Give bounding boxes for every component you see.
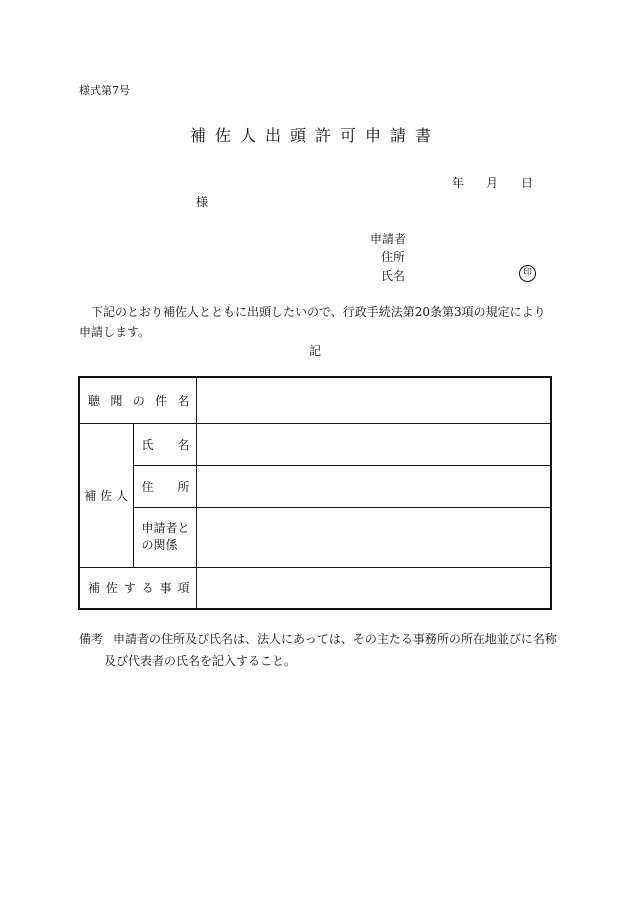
applicant-name-label: 氏名 [381, 269, 406, 283]
body-text: 下記のとおり補佐人とともに出頭したいので、行政手続法第20条第3項の規定により申請します。 [79, 305, 546, 339]
remarks-line-1: 申請者の住所及び氏名は、法人にあっては、その主たる事務所の所在地並びに名称 [113, 632, 557, 646]
hearing-case-field[interactable] [196, 377, 551, 423]
applicant-address-label: 住所 [381, 250, 406, 264]
applicant-label: 申請者 [370, 232, 407, 246]
remarks-label: 備考 [79, 632, 104, 646]
date-month-label: 月 [486, 176, 499, 190]
ki-label: 記 [308, 344, 321, 358]
form-number: 様式第7号 [79, 84, 130, 97]
date-year-label: 年 [452, 176, 465, 190]
hearing-case-label: 聴 聞 の 件 名 [79, 377, 196, 423]
date-day-label: 日 [521, 176, 534, 190]
assistance-matters-label: 補 佐 す る 事 項 [79, 567, 196, 609]
relation-field[interactable] [196, 507, 551, 567]
document-title: 補佐人出頭許可申請書 [189, 126, 440, 145]
relation-label: 申請者と の関係 [133, 507, 196, 567]
assistance-matters-field[interactable] [196, 567, 551, 609]
application-table [78, 376, 552, 610]
assistant-name-field[interactable] [196, 423, 551, 465]
addressee-suffix: 様 [196, 195, 209, 209]
remarks-line-2: 及び代表者の氏名を記入すること。 [104, 654, 297, 668]
assistant-address-field[interactable] [196, 465, 551, 507]
seal-icon: 印 [519, 265, 536, 282]
assistant-name-label: 氏 名 [133, 423, 196, 465]
assistant-address-label: 住 所 [133, 465, 196, 507]
assistant-group-label: 補 佐 人 [79, 423, 133, 567]
